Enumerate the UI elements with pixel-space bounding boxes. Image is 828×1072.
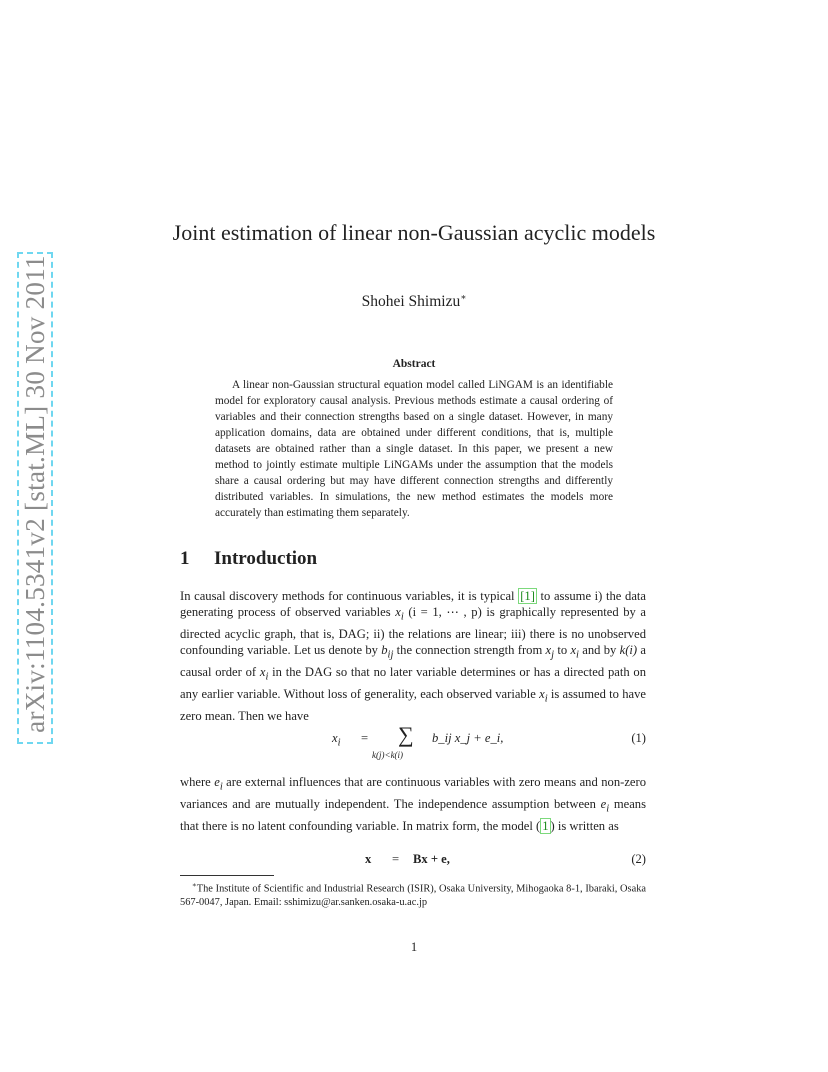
abstract-body: A linear non-Gaussian structural equation model called LiNGAM is an identifiable model for exploratory causal analysis. Previous methods estimate a causal ordering of variables and their connection strengths based on a single dataset. However, in many application domains, data are obtained under different conditions, that is, multiple datasets are obtained rather than a single dataset. In this paper, we present a new method to jointly estimate multiple LiNGAMs under the assumption that the models share a causal ordering but may have different connection strengths and differently distributed variables. In simulations, the new method estimates the models more accurately than estimating them separately.: [215, 379, 613, 519]
intro-paragraph-1: In causal discovery methods for continuous variables, it is typical [1] to assume i) the data generating process of observed variables $x_i$ (i = 1, ⋯ , p) is graphically represented by a directed acyclic graph, that is, DAG; ii) the relations are linear; iii) there is no unobserved confounding variable. Let us denote by $b_{ij}$ the connection strength from $x_j$ to $x_i$ and by k(i) a causal order of $x_i$ in the DAG so that no later variable determines or has a directed path on any earlier variable. Without loss of generality, each observed variable $x_i$ is assumed to have zero mean. Then we have: [180, 589, 647, 723]
equation-1-lhs: $x_i$: [332, 731, 341, 749]
section-title: Introduction: [214, 548, 318, 569]
equation-2-rhs: Bx + e,: [413, 852, 450, 866]
equation-1-equals: =: [361, 731, 369, 745]
equation-ref-link[interactable]: 1: [542, 818, 549, 833]
equation-2-equals: =: [392, 852, 400, 866]
section-number: 1: [180, 548, 190, 569]
arxiv-identifier-stamp: arXiv:1104.5341v2 [stat.ML] 30 Nov 2011: [20, 255, 50, 733]
footnote: [180, 879, 646, 909]
page-number: 1: [410, 940, 418, 954]
citation-link[interactable]: [1]: [520, 589, 535, 603]
summation-subscript: k(j)<k(i): [372, 750, 404, 760]
summation-symbol: ∑: [398, 722, 414, 747]
section-heading: [180, 548, 317, 570]
abstract-heading: Abstract: [392, 358, 436, 370]
author-line: [150, 292, 678, 311]
equation-2-lhs: x: [365, 852, 372, 866]
equation-1-number: (1): [631, 731, 646, 745]
intro-paragraph-2: where $e_i$ are external influences that are continuous variables with zero means and non-zero variances and are mutually independent. The independence assumption between $e_i$ means that there is no latent confounding variable. In matrix form, the model ( 1 ) is written as: [180, 775, 646, 833]
equation-2-number: (2): [631, 852, 646, 866]
footnote-divider: [180, 875, 274, 876]
equation-1: [180, 723, 646, 763]
equation-1-rhs: b_ij x_j + e_i,: [432, 731, 504, 745]
author-name: Shohei Shimizu: [361, 293, 461, 311]
equation-2: [180, 852, 646, 870]
footnote-mark: ∗: [192, 881, 197, 889]
paper-title: Joint estimation of linear non-Gaussian acyclic models: [172, 220, 656, 245]
author-footnote-mark[interactable]: ∗: [460, 292, 467, 302]
footnote-text: The Institute of Scientific and Industrial Research (ISIR), Osaka University, Mihogaoka 8-1, Ibaraki, Osaka 567-0047, Japan. Email: sshimizu@ar.sanken.osaka-u.ac.jp: [180, 883, 646, 908]
